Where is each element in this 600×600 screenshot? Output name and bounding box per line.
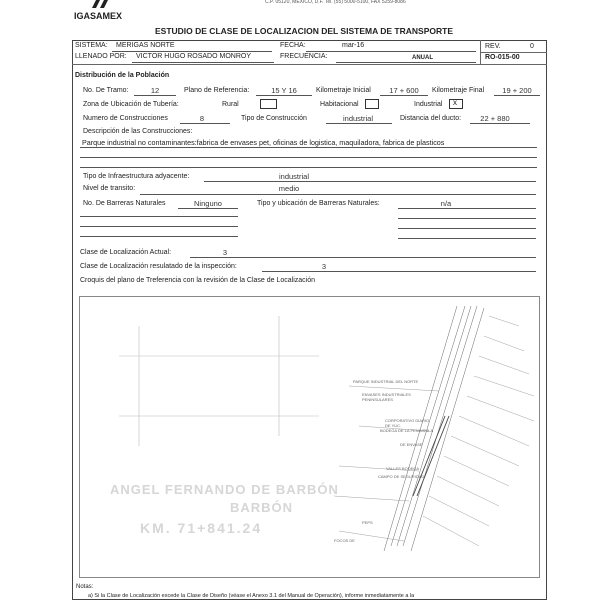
infra-value: industrial [278, 172, 309, 181]
km-inicial-label: Kilometraje Inicial [316, 87, 371, 94]
clase-actual-value: 3 [222, 248, 228, 257]
tramo-value: 12 [150, 86, 160, 95]
plano-value: 15 Y 16 [271, 86, 297, 95]
habitacional-label: Habitacional [320, 101, 359, 108]
sketch-faint-line1: ANGEL FERNANDO DE BARBÓN [110, 482, 339, 497]
tipo-const-value: industrial [342, 114, 373, 123]
sistema-label: SISTEMA: [75, 42, 108, 49]
doc-title: ESTUDIO DE CLASE DE LOCALIZACION DEL SISTEMA DE TRANSPORTE [155, 26, 453, 36]
company-address: C.P. 05120, MEXICO, D.F. Tel. (55) 5000-5100, FAX 5259-8086 [265, 0, 406, 5]
num-const-label: Numero de Construcciones [83, 115, 168, 122]
rural-checkbox[interactable] [260, 99, 277, 109]
section-title: Distribución de la Población [75, 72, 170, 79]
industrial-checkmark: x [453, 98, 457, 107]
sketch-label-campo: CAMPO DE SEGURIDAD [378, 474, 425, 479]
industrial-checkbox[interactable] [449, 99, 463, 109]
rev-value: 0 [530, 43, 534, 50]
sketch-faint-line3: KM. 71+841.24 [140, 520, 263, 536]
rev-label: REV. [485, 43, 501, 50]
company-name: IGASAMEX [74, 11, 123, 21]
fecha-value: mar-16 [342, 42, 365, 49]
form-code: RO-015-00 [485, 54, 520, 61]
infra-label: Tipo de Infraestructura adyacente: [83, 173, 190, 180]
tipo-barreras-label: Tipo y ubicación de Barreras Naturales: [257, 200, 380, 207]
sketch-label-bodega: BODEGA DE LA PENINSULA [380, 428, 434, 433]
company-logo-icon [92, 0, 110, 7]
transito-label: Nivel de transito: [83, 185, 136, 192]
notes-label: Notas: [76, 584, 94, 590]
croquis-label: Croquis del plano de Treferencia con la revisión de la Clase de Localización [80, 277, 316, 284]
sketch-faint-line2: BARBÓN [230, 500, 294, 515]
num-const-value: 8 [199, 114, 205, 123]
fecha-label: FECHA: [280, 42, 306, 49]
distancia-label: Distancia del ducto: [400, 115, 462, 122]
sketch-label-corporativo: CORPORATIVO DIARIO DE YUC. [385, 418, 430, 428]
barreras-value: Ninguno [194, 199, 222, 208]
tipo-const-label: Tipo de Construcción [241, 115, 307, 122]
km-final-value: 19 + 200 [502, 86, 532, 95]
clase-actual-label: Clase de Localización Actual: [80, 249, 172, 256]
rural-label: Rural [222, 101, 239, 108]
habitacional-checkbox[interactable] [365, 99, 379, 109]
km-inicial-value: 17 + 600 [389, 86, 419, 95]
km-final-label: Kilometraje Final [432, 87, 485, 94]
sketch-drawing [79, 296, 540, 578]
frecuencia-label: FRECUENCIA: [280, 53, 328, 60]
distancia-value: 22 + 880 [480, 114, 510, 123]
frecuencia-value: ANUAL [412, 55, 433, 61]
desc-value: Parque industrial no contaminantes:fabrica de envases pet, oficinas de logistica, maquiladora, fabrica de plasticos [82, 138, 445, 147]
sketch-label-peps: PEPS [362, 520, 373, 525]
tipo-barreras-value: n/a [440, 199, 452, 208]
transito-value: medio [278, 184, 300, 193]
plano-label: Plano de Referencia: [184, 87, 250, 94]
barreras-label: No. De Barreras Naturales [83, 200, 166, 207]
zona-label: Zona de Ubicación de Tubería: [83, 101, 179, 108]
sketch-label-parque: PARQUE INDUSTRIAL DEL NORTE [353, 379, 419, 384]
llenado-value: VICTOR HUGO ROSADO MONROY [136, 53, 251, 60]
tramo-label: No. De Tramo: [83, 87, 129, 94]
sketch-label-focos: FOCOS DE [334, 538, 355, 543]
sketch-label-valles: VALLES BODEGA [386, 466, 420, 471]
llenado-label: LLENADO POR: [75, 53, 127, 60]
sketch-label-envase: DE ENVASE [400, 442, 423, 447]
sistema-value: MERIGAS NORTE [116, 42, 175, 49]
clase-result-label: Clase de Localización resulatado de la inspección: [80, 263, 237, 270]
note-a: a) Si la Clase de Localización excede la Clase de Diseño (véase el Anexo 3.1 del Manual de Operación), informe inmediatamente a la [88, 593, 415, 599]
desc-label: Descripción de las Construcciones: [83, 128, 193, 135]
industrial-label: Industrial [414, 101, 443, 108]
clase-result-value: 3 [321, 262, 327, 271]
sketch-label-envases: ENVASES INDUSTRIALES PENINSULARES [362, 392, 411, 402]
